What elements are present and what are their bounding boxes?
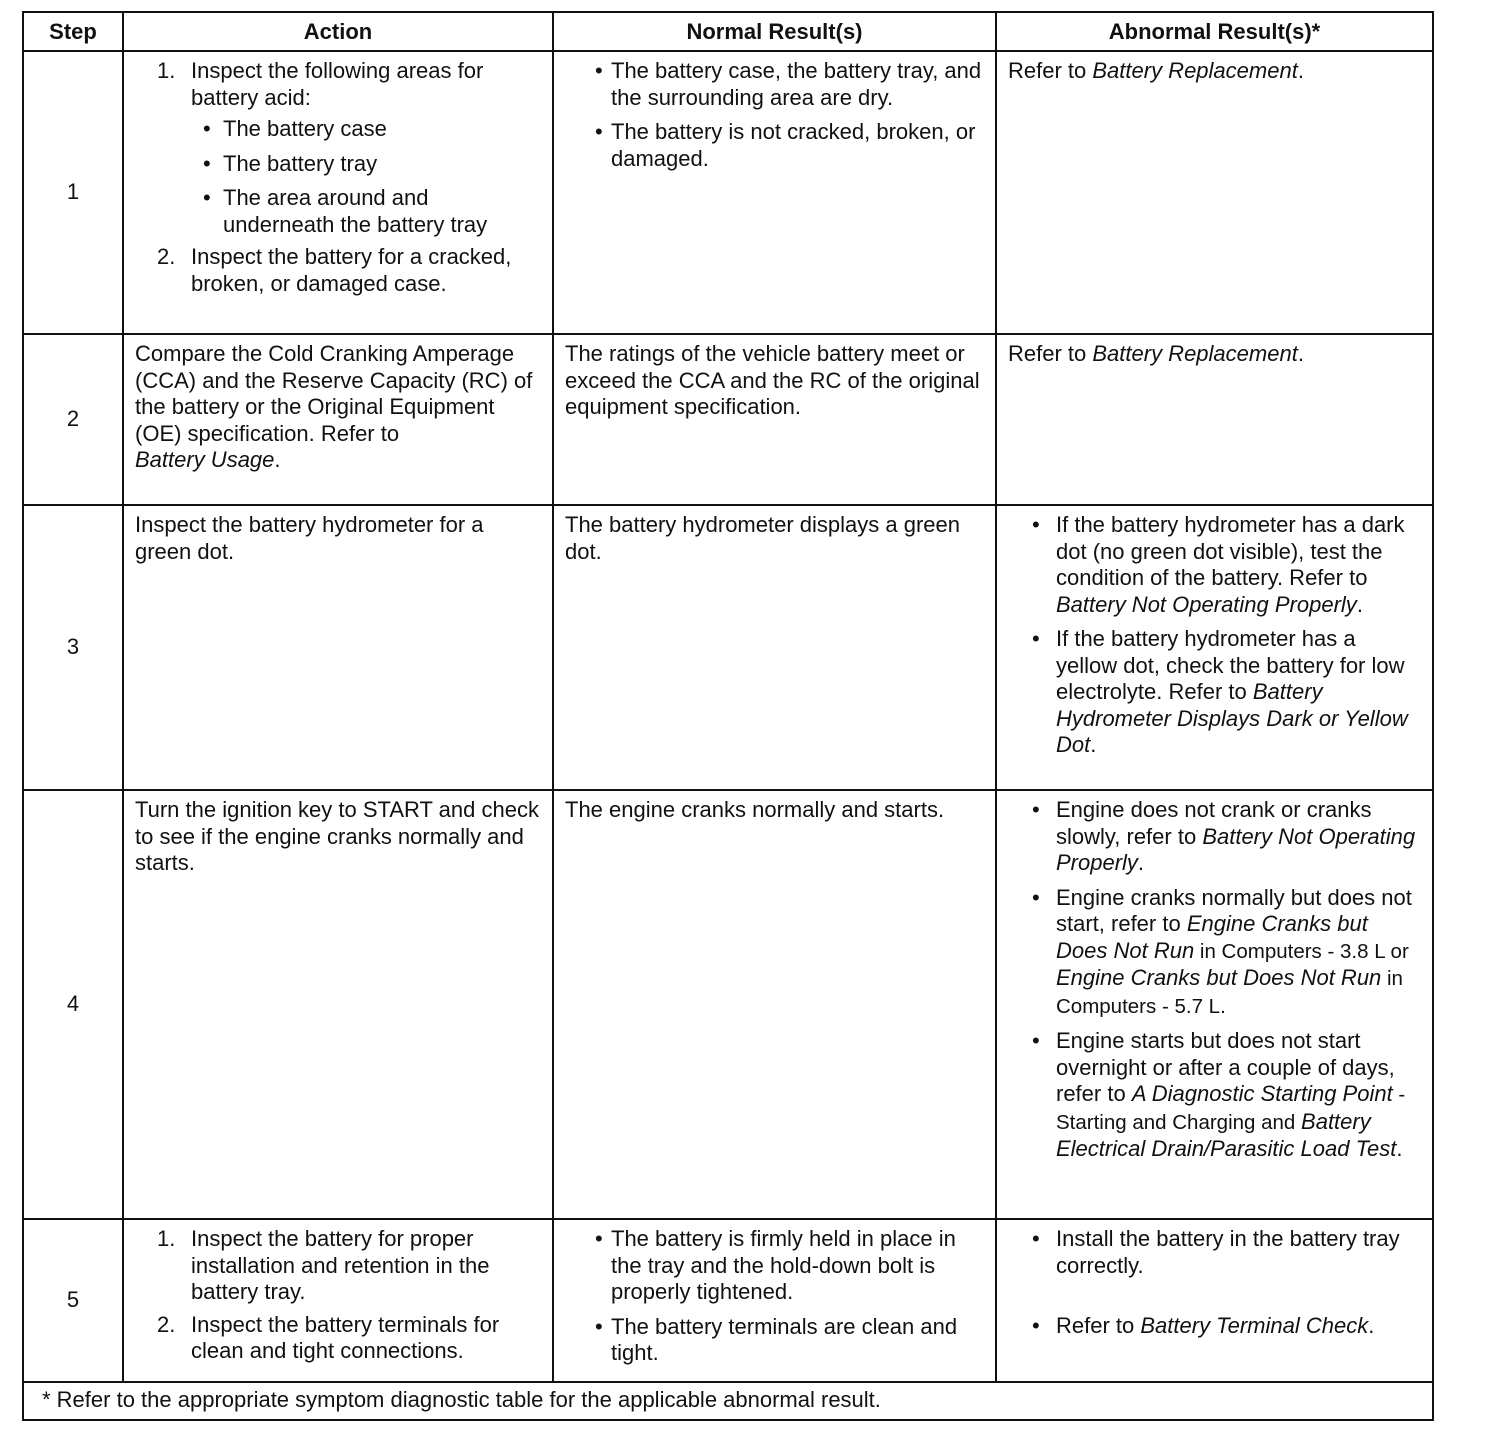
action-cell xyxy=(123,334,553,505)
list-item xyxy=(1008,512,1418,618)
action-step-number: 2. xyxy=(157,244,176,269)
action-text: Compare the Cold Cranking Amperage (CCA) and the Reserve Capacity (RC) of the battery or the Original Equipment (OE) specification. Refer to xyxy=(135,341,533,446)
action-cell xyxy=(123,790,553,1219)
reference-link: Battery Electrical Drain/Parasitic Load Test xyxy=(1056,1108,1397,1161)
abnormal-text: Engine cranks normally but does not start, refer to xyxy=(1056,884,1412,936)
sub-list-item xyxy=(191,185,544,238)
normal-result-text: The engine cranks normally and starts. xyxy=(565,797,945,822)
list-item xyxy=(1008,885,1420,1021)
action-step-item xyxy=(135,1226,544,1306)
table-row xyxy=(23,505,1433,790)
action-step-item xyxy=(135,58,544,238)
abnormal-text: . xyxy=(1297,341,1304,366)
abnormal-text: Refer to xyxy=(1008,58,1093,83)
action-step-number: 1. xyxy=(157,1226,176,1251)
reference-link: Battery Not Operating Properly xyxy=(1056,823,1416,875)
header-step: Step xyxy=(23,12,123,51)
footnote-text: * Refer to the appropriate symptom diagnostic table for the applicable abnormal result. xyxy=(42,1386,881,1412)
reference-link: Battery Replacement xyxy=(1092,341,1298,366)
list-item xyxy=(565,1226,991,1306)
action-cell xyxy=(123,505,553,790)
normal-result-cell xyxy=(553,51,996,334)
abnormal-text: Refer to xyxy=(1056,1313,1141,1338)
abnormal-text: Engine starts but does not start overnight or after a couple of days, refer to xyxy=(1056,1028,1395,1106)
action-cell xyxy=(123,51,553,334)
reference-link: Battery Hydrometer Displays Dark or Yellow Dot xyxy=(1056,679,1408,757)
abnormal-text: . xyxy=(1137,850,1145,875)
header-action: Action xyxy=(123,12,553,51)
normal-result-text: The battery case, the battery tray, and the surrounding area are dry. xyxy=(611,58,982,110)
normal-result-text: The battery terminals are clean and tight. xyxy=(611,1313,958,1365)
list-item xyxy=(1008,797,1420,877)
sub-list-item xyxy=(191,151,544,178)
list-item xyxy=(565,1314,991,1367)
action-step-item xyxy=(135,244,544,297)
list-item xyxy=(1008,1313,1424,1340)
reference-link: Battery Terminal Check xyxy=(1140,1313,1369,1338)
abnormal-text: Engine does not crank or cranks slowly, refer to xyxy=(1056,797,1372,849)
sub-item-text: The battery tray xyxy=(223,150,378,176)
list-item xyxy=(565,119,987,172)
abnormal-result-cell xyxy=(996,790,1433,1219)
abnormal-result-cell xyxy=(996,51,1433,334)
normal-result-text: The battery is not cracked, broken, or damaged. xyxy=(611,119,976,171)
normal-result-text: The battery is firmly held in place in the tray and the hold-down bolt is properly tightened. xyxy=(611,1226,956,1304)
action-step-item xyxy=(135,1312,544,1365)
normal-result-text: The battery hydrometer displays a green dot. xyxy=(565,512,960,564)
list-item xyxy=(565,58,987,111)
footnote-cell xyxy=(23,1382,1433,1421)
normal-result-cell xyxy=(553,1219,996,1382)
step-number: 2 xyxy=(23,334,123,505)
reference-link: Battery Not Operating Properly xyxy=(1056,591,1357,617)
table-row xyxy=(23,1219,1433,1382)
action-text: Inspect the battery hydrometer for a green dot. xyxy=(135,512,484,564)
list-item xyxy=(1008,1028,1420,1163)
diagnostic-table-page xyxy=(22,11,1432,1421)
abnormal-text: in Computers - 5.7 L. xyxy=(1056,967,1403,1018)
reference-link: Engine Cranks but Does Not Run xyxy=(1056,965,1382,990)
abnormal-text: in Computers - 3.8 L or xyxy=(1194,939,1409,963)
battery-diagnostic-table xyxy=(22,11,1434,1421)
footnote-row xyxy=(23,1382,1433,1421)
action-text: . xyxy=(274,447,281,472)
abnormal-text: - Starting and Charging and xyxy=(1056,1083,1406,1134)
table-header-row xyxy=(23,12,1433,51)
normal-result-text: The ratings of the vehicle battery meet or exceed the CCA and the RC of the original equipment specification. xyxy=(565,341,980,419)
abnormal-result-cell xyxy=(996,334,1433,505)
table-row xyxy=(23,51,1433,334)
action-step-number: 1. xyxy=(157,58,176,83)
abnormal-result-cell xyxy=(996,1219,1433,1382)
step-number: 1 xyxy=(23,51,123,334)
action-step-text: Inspect the battery for proper installation and retention in the battery tray. xyxy=(191,1226,490,1304)
sub-list-item xyxy=(191,116,544,143)
step-number: 5 xyxy=(23,1219,123,1382)
reference-link: Battery Replacement xyxy=(1092,58,1298,83)
abnormal-text: . xyxy=(1356,591,1363,617)
abnormal-text: . xyxy=(1396,1136,1403,1161)
header-abnormal-results: Abnormal Result(s)* xyxy=(996,12,1433,51)
abnormal-text: . xyxy=(1368,1313,1375,1338)
list-item xyxy=(1008,626,1418,759)
table-row xyxy=(23,790,1433,1219)
action-cell xyxy=(123,1219,553,1382)
abnormal-text: Refer to xyxy=(1008,341,1093,366)
normal-result-cell xyxy=(553,790,996,1219)
abnormal-text: . xyxy=(1090,732,1097,757)
abnormal-text: If the battery hydrometer has a dark dot (no green dot visible), test the condition of the battery. Refer to xyxy=(1056,512,1405,590)
reference-link: Engine Cranks but Does Not Run xyxy=(1056,911,1368,963)
abnormal-text: . xyxy=(1297,58,1304,83)
step-number: 4 xyxy=(23,790,123,1219)
sub-item-text: The area around and underneath the battery tray xyxy=(223,185,488,237)
action-step-text: Inspect the following areas for battery acid: xyxy=(191,58,484,110)
action-step-text: Inspect the battery terminals for clean and tight connections. xyxy=(191,1311,500,1363)
sub-item-text: The battery case xyxy=(223,116,387,141)
normal-result-cell xyxy=(553,505,996,790)
abnormal-text: If the battery hydrometer has a yellow dot, check the battery for low electrolyte. Refer to xyxy=(1056,626,1405,704)
abnormal-text: Install the battery in the battery tray correctly. xyxy=(1056,1226,1400,1278)
action-text: Turn the ignition key to START and check to see if the engine cranks normally and starts. xyxy=(135,797,539,875)
header-normal-results: Normal Result(s) xyxy=(553,12,996,51)
action-step-number: 2. xyxy=(157,1311,176,1337)
abnormal-result-cell xyxy=(996,505,1433,790)
normal-result-cell xyxy=(553,334,996,505)
reference-link: Battery Usage xyxy=(135,447,275,472)
step-number: 3 xyxy=(23,505,123,790)
list-item xyxy=(1008,1226,1424,1279)
action-step-text: Inspect the battery for a cracked, broken, or damaged case. xyxy=(191,244,512,296)
table-row xyxy=(23,334,1433,505)
reference-link: A Diagnostic Starting Point xyxy=(1131,1081,1393,1106)
